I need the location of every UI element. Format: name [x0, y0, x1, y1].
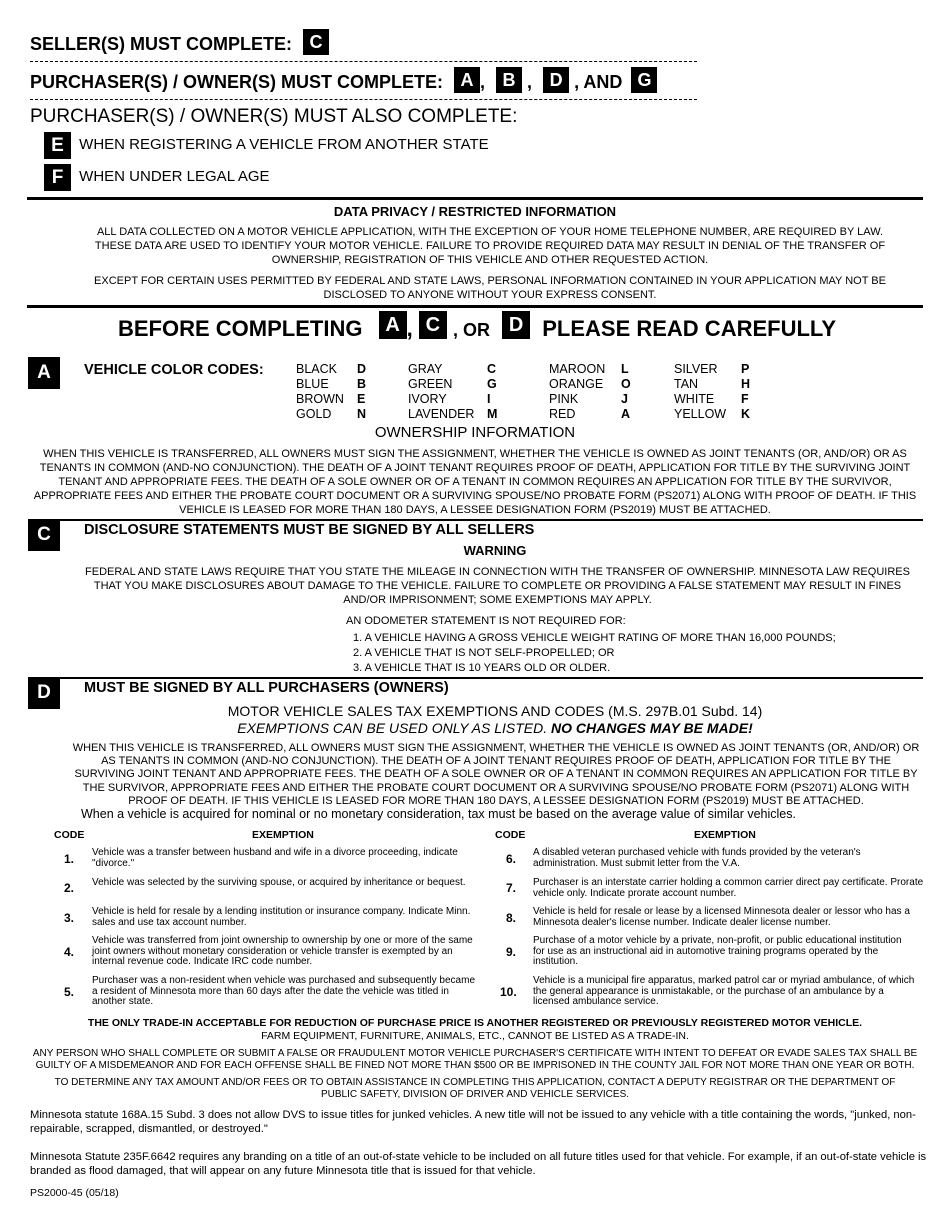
tax-sub-warning: NO CHANGES MAY BE MADE!: [551, 720, 753, 736]
color-name: GRAY: [408, 362, 443, 376]
purchaser-box-d: D: [543, 67, 569, 93]
color-column-3: [549, 362, 659, 422]
color-name: BLUE: [296, 377, 329, 391]
section-c-marker: C: [28, 519, 60, 551]
tradein-notice: THE ONLY TRADE-IN ACCEPTABLE FOR REDUCTION OF PURCHASE PRICE IS ANOTHER REGISTERED OR PREVIOUSLY REGISTERED MOTOR VEHICLE.: [87, 1017, 863, 1029]
color-column-1: [296, 362, 406, 422]
before-or: , OR: [452, 320, 490, 340]
tax-sub-note: EXEMPTIONS CAN BE USED ONLY AS LISTED.: [237, 720, 548, 736]
color-code: G: [487, 377, 497, 391]
also-item-e: [44, 132, 489, 159]
color-name: BROWN: [296, 392, 344, 406]
warning-title: WARNING: [463, 543, 527, 558]
color-code: F: [741, 392, 749, 406]
ownership-title: OWNERSHIP INFORMATION: [374, 424, 576, 441]
divider: [60, 677, 923, 679]
purchaser-box-a: A: [454, 67, 480, 93]
seller-text: SELLER(S) MUST COMPLETE:: [30, 33, 292, 54]
form-number: PS2000-45 (05/18): [30, 1187, 119, 1199]
exemption-text: A disabled veteran purchased vehicle with funds provided by the veteran's administration. Must submit letter from the V.A.: [533, 847, 861, 869]
exemption-code: 3.: [64, 911, 75, 925]
seller-instruction: [30, 32, 329, 58]
before-box-a: A: [379, 311, 407, 339]
exemption-text: Vehicle was transferred from joint ownership to ownership by one or more of the same joint owners without monetary consideration or vehicle transfer is exempted by an internal revenue code. Indicate IRC code number.: [92, 935, 473, 967]
privacy-paragraph-2: EXCEPT FOR CERTAIN USES PERMITTED BY FEDERAL AND STATE LAWS, PERSONAL INFORMATION CONTAINED IN YOUR APPLICATION MAY NOT BE DISCLOSED TO ANYONE WITHOUT YOUR EXPRESS CONSENT.: [94, 275, 886, 301]
exemption-text: Purchaser was a non-resident when vehicle was purchased and subsequently became a resident of Minnesota more than 60 days after the date the vehicle was titled in another state.: [92, 975, 476, 1007]
also-item-e-text: WHEN REGISTERING A VEHICLE FROM ANOTHER STATE: [79, 136, 489, 154]
tradein-subnotice: FARM EQUIPMENT, FURNITURE, ANIMALS, ETC., CANNOT BE LISTED AS A TRADE-IN.: [261, 1030, 689, 1042]
code-header-left: CODE: [54, 829, 85, 841]
false-statement-warning: ANY PERSON WHO SHALL COMPLETE OR SUBMIT A FALSE OR FRAUDULENT MOTOR VEHICLE PURCHASER'S CERTIFICATE WITH INTENT TO DEFEAT OR EVADE SALES TAX SHALL BE GUILTY OF A MISDEMEANOR AND FOR EACH OFFENSE SHALL BE FINED NOT MORE THAN $500 OR BE IMPRISONED IN THE COUNTY JAIL FOR NOT MORE THAN ONE YEAR OR BOTH.: [32, 1048, 918, 1071]
before-post-text: PLEASE READ CAREFULLY: [542, 316, 836, 341]
also-item-f: [44, 164, 270, 191]
exemption-code: 4.: [64, 945, 75, 959]
also-box-e: E: [44, 132, 71, 159]
color-name: MAROON: [549, 362, 606, 376]
before-box-d: D: [502, 311, 530, 339]
privacy-paragraph-1: ALL DATA COLLECTED ON A MOTOR VEHICLE APPLICATION, WITH THE EXCEPTION OF YOUR HOME TELEPHONE NUMBER, ARE REQUIRED BY LAW. THESE DATA ARE USED TO IDENTIFY YOUR MOTOR VEHICLE. FAILURE TO PROVIDE REQUIRED DATA MAY RESULT IN DENIAL OF THE TRANSFER OF OWNERSHIP, REGISTRATION OF THIS VEHICLE AND OTHER REQUESTED ACTION.: [94, 226, 886, 266]
divider: [30, 99, 697, 100]
seller-box: C: [303, 29, 329, 55]
color-name: IVORY: [408, 392, 447, 406]
ownership-text: WHEN THIS VEHICLE IS TRANSFERRED, ALL OWNERS MUST SIGN THE ASSIGNMENT, WHETHER THE VEHICLE IS OWNED AS JOINT TENANTS (OR, AND/OR) OR AS TENANTS IN COMMON (AND-NO CONJUNCTION). THE DEATH OF A JOINT TENANT REQUIRES PROOF OF DEATH, APPLICATION FOR TITLE BY THE SURVIVING JOINT TENANT AND APPROPRIATE FEES. THE DEATH OF A SOLE OWNER OR OF A TENANT IN COMMON REQUIRES AN APPLICATION FOR TITLE BY THE SURVIVOR, APPROPRIATE FEES AND EITHER THE PROBATE COURT DOCUMENT OR A SURVIVING SPOUSE/NO PROBATE FORM (PS2071) ALONG WITH PROOF OF DEATH. IF THIS VEHICLE IS LEASED FOR MORE THAN 180 DAYS, A LESSEE DESIGNATION FORM (PS2019) MUST BE ATTACHED.: [33, 448, 917, 516]
color-name: ORANGE: [549, 377, 604, 391]
privacy-title: DATA PRIVACY / RESTRICTED INFORMATION: [333, 204, 617, 219]
divider: [30, 61, 697, 62]
assistance-notice: TO DETERMINE ANY TAX AMOUNT AND/OR FEES OR TO OBTAIN ASSISTANCE IN COMPLETING THIS APPLICATION, CONTACT A DEPUTY REGISTRAR OR THE DEPARTMENT OF PUBLIC SAFETY, DIVISION OF DRIVER AND VEHICLE SERVICES.: [54, 1077, 896, 1100]
before-pre-text: BEFORE COMPLETING: [118, 316, 363, 341]
color-name: SILVER: [674, 362, 718, 376]
odometer-list: [353, 631, 836, 676]
color-code: P: [741, 362, 750, 376]
color-name: RED: [549, 407, 576, 421]
color-name: WHITE: [674, 392, 715, 406]
statute-235f: Minnesota Statute 235F.6642 requires any branding on a title of an out-of-state vehicle to be included on all future titles used for that vehicle. For example, if an out-of-state vehicle is branded as flood damaged, that will appear on any future Minnesota title that is issued for that vehicle.: [30, 1151, 927, 1177]
color-name: BLACK: [296, 362, 337, 376]
divider: [27, 197, 923, 200]
exemption-text: Purchaser is an interstate carrier holding a common carrier direct pay certificate. Prorate vehicle only. Indicate prorate account number.: [533, 877, 924, 899]
exemption-header-right: EXEMPTION: [694, 829, 756, 841]
color-codes-title: VEHICLE COLOR CODES:: [84, 362, 264, 378]
exemption-text: Vehicle was selected by the surviving spouse, or acquired by inheritance or bequest.: [92, 877, 466, 888]
tax-exemptions-subtitle: [70, 720, 920, 736]
color-code: O: [621, 377, 631, 391]
exemption-code: 6.: [506, 852, 517, 866]
color-code: H: [741, 377, 751, 391]
color-name: PINK: [549, 392, 579, 406]
purchaser-box-g: G: [631, 67, 657, 93]
exemption-code: 8.: [506, 911, 517, 925]
color-code: E: [357, 392, 366, 406]
color-code: M: [487, 407, 498, 421]
color-code: L: [621, 362, 629, 376]
color-column-2: [408, 362, 518, 422]
exemption-code: 2.: [64, 881, 75, 895]
purchaser-and: , AND: [574, 71, 623, 92]
section-a-marker: A: [28, 357, 60, 389]
color-code: J: [621, 392, 628, 406]
exemption-code: 10.: [500, 985, 517, 999]
color-code: N: [357, 407, 367, 421]
color-code: K: [741, 407, 751, 421]
purchaser-box-b: B: [496, 67, 522, 93]
exemption-code: 1.: [64, 852, 75, 866]
also-complete-heading: PURCHASER(S) / OWNER(S) MUST ALSO COMPLETE:: [30, 106, 518, 127]
divider: [60, 519, 923, 521]
before-completing-banner: BEFORE COMPLETING A , C , OR D PLEASE READ CAREFULLY: [118, 316, 836, 344]
color-name: GREEN: [408, 377, 453, 391]
color-code: D: [357, 362, 367, 376]
exemption-code: 7.: [506, 881, 517, 895]
warning-text: FEDERAL AND STATE LAWS REQUIRE THAT YOU STATE THE MILEAGE IN CONNECTION WITH THE TRANSFER OF OWNERSHIP. MINNESOTA LAW REQUIRES THAT YOU MAKE DISCLOSURES ABOUT DAMAGE TO THE VEHICLE. FAILURE TO COMPLETE OR PROVIDING A FALSE STATEMENT MAY RESULT IN FINES AND/OR IMPRISONMENT; SOME EXEMPTIONS MAY APPLY.: [85, 566, 910, 606]
divider: [27, 305, 923, 308]
nominal-text: When a vehicle is acquired for nominal or no monetary consideration, tax must be based on the average value of similar vehicles.: [81, 807, 796, 821]
before-box-c: C: [419, 311, 447, 339]
code-header-right: CODE: [495, 829, 526, 841]
exemption-code: 5.: [64, 985, 75, 999]
odometer-item: 1. A VEHICLE HAVING A GROSS VEHICLE WEIGHT RATING OF MORE THAN 16,000 POUNDS;: [353, 632, 836, 644]
color-code: C: [487, 362, 497, 376]
color-code: B: [357, 377, 367, 391]
exemption-text: Vehicle is a municipal fire apparatus, marked patrol car or myriad ambulance, of which the general appearance is unmistakable, or the purchase of an ambulance by a licensed ambulance service.: [533, 975, 915, 1007]
color-name: LAVENDER: [408, 407, 475, 421]
exemption-header-left: EXEMPTION: [252, 829, 314, 841]
color-code: I: [487, 392, 491, 406]
color-name: TAN: [674, 377, 699, 391]
odometer-item: 2. A VEHICLE THAT IS NOT SELF-PROPELLED; OR: [353, 647, 615, 659]
purchasers-sign-title: MUST BE SIGNED BY ALL PURCHASERS (OWNERS): [84, 680, 449, 696]
odometer-title: AN ODOMETER STATEMENT IS NOT REQUIRED FOR:: [346, 615, 626, 627]
odometer-item: 3. A VEHICLE THAT IS 10 YEARS OLD OR OLDER.: [353, 662, 611, 674]
exemption-code: 9.: [506, 945, 517, 959]
color-name: YELLOW: [674, 407, 727, 421]
section-d-marker: D: [28, 677, 60, 709]
tax-exemptions-title: MOTOR VEHICLE SALES TAX EXEMPTIONS AND CODES (M.S. 297B.01 Subd. 14): [227, 703, 763, 719]
exemption-text: Purchase of a motor vehicle by a private, non-profit, or public educational institution for use as an instructional aid in automotive training programs operated by the institution.: [533, 935, 902, 967]
exemption-text: Vehicle is held for resale by a lending institution or insurance company. Indicate Minn. sales and use tax account number.: [92, 906, 471, 928]
color-name: GOLD: [296, 407, 332, 421]
purchaser-instruction: PURCHASER(S) / OWNER(S) MUST COMPLETE: A , B , D , AND G: [30, 70, 657, 96]
color-code: A: [621, 407, 631, 421]
color-column-4: [674, 362, 784, 422]
statute-168a: Minnesota statute 168A.15 Subd. 3 does not allow DVS to issue titles for junked vehicles. A new title will not be issued to any vehicle with a title containing the words, "junked, non-repairable, scrapped, dismantled, or destroyed.": [30, 1109, 916, 1135]
disclosure-title: DISCLOSURE STATEMENTS MUST BE SIGNED BY ALL SELLERS: [84, 522, 535, 538]
exemption-text: Vehicle is held for resale or lease by a licensed Minnesota dealer or lessor who has a Minnesota dealer's license number. Indicate dealer license number.: [533, 906, 910, 928]
purchaser-text: PURCHASER(S) / OWNER(S) MUST COMPLETE:: [30, 71, 443, 92]
exemption-text: Vehicle was a transfer between husband and wife in a divorce proceeding, indicate "divorce.": [92, 847, 458, 869]
transfer-text: WHEN THIS VEHICLE IS TRANSFERRED, ALL OWNERS MUST SIGN THE ASSIGNMENT, WHETHER THE VEHICLE IS OWNED AS JOINT TENANTS (OR, AND/OR) OR AS TENANTS IN COMMON (AND-NO CONJUNCTION). THE DEATH OF A JOINT TENANT REQUIRES PROOF OF DEATH, APPLICATION FOR TITLE BY THE SURVIVING JOINT TENANT AND APPROPRIATE FEES. THE DEATH OF A SOLE OWNER OR OF A TENANT IN COMMON REQUIRES AN APPLICATION FOR TITLE BY THE SURVIVOR, APPROPRIATE FEES AND EITHER THE PROBATE COURT DOCUMENT OR A SURVIVING SPOUSE/NO PROBATE FORM (PS2071) ALONG WITH PROOF OF DEATH. IF THIS VEHICLE IS LEASED FOR MORE THAN 180 DAYS, A LESSEE DESIGNATION FORM (PS2019) MUST BE ATTACHED.: [72, 742, 920, 807]
also-item-f-text: WHEN UNDER LEGAL AGE: [79, 168, 270, 186]
also-box-f: F: [44, 164, 71, 191]
